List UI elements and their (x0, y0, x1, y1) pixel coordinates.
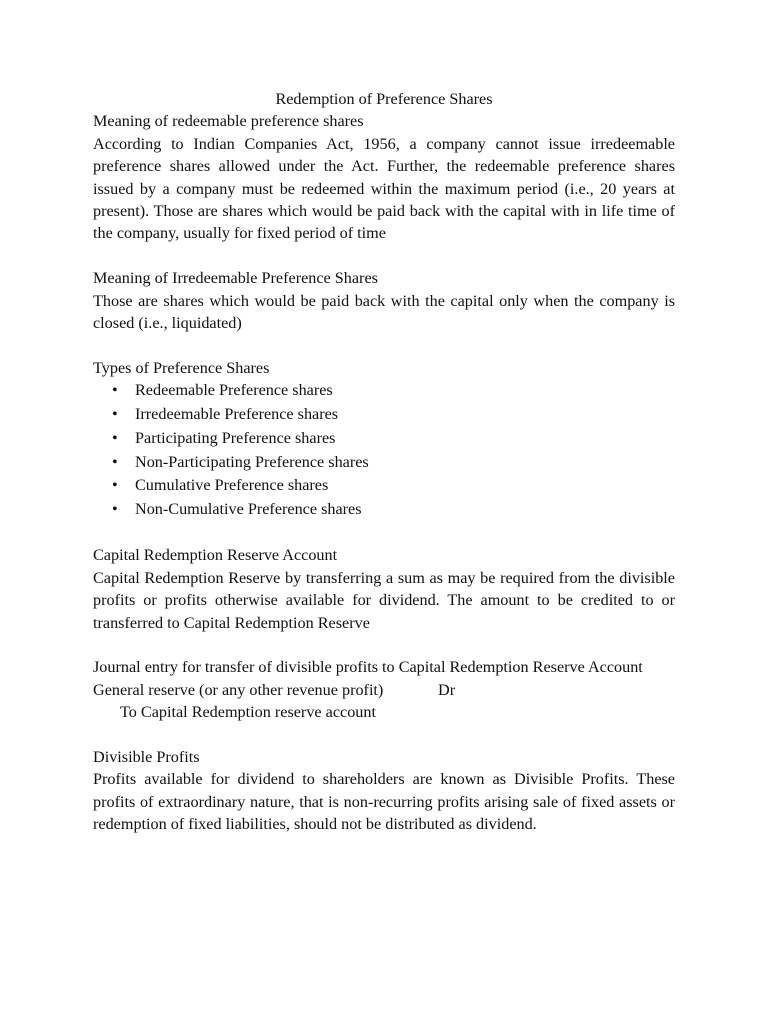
list-item-text: Redeemable Preference shares (135, 381, 333, 400)
list-item (93, 403, 675, 427)
list-item (93, 474, 675, 498)
irredeemable-paragraph: Those are shares which would be paid back with the capital only when the company is closed (i.e., liquidated) (93, 291, 675, 333)
redeemable-heading: Meaning of redeemable preference shares (93, 112, 364, 131)
irredeemable-heading: Meaning of Irredeemable Preference Shares (93, 269, 378, 288)
journal-credit-line: To Capital Redemption reserve account (120, 703, 376, 722)
journal-debit-marker: Dr (438, 680, 456, 699)
journal-heading: Journal entry for transfer of divisible profits to Capital Redemption Reserve Account (93, 658, 643, 677)
document-title: Redemption of Preference Shares (275, 90, 493, 108)
crr-paragraph: Capital Redemption Reserve by transferring a sum as may be required from the divisible profits or profits otherwise available for dividend. The amount to be credited to or transferred to Capital Redemption Reserve (93, 568, 675, 632)
spacer (93, 245, 675, 267)
types-heading: Types of Preference Shares (93, 358, 270, 377)
list-item (93, 379, 675, 403)
spacer (93, 334, 675, 356)
journal-debit-account: General reserve (or any other revenue profit) (93, 680, 384, 699)
journal-debit-line (93, 679, 675, 701)
types-list (93, 379, 675, 522)
list-item (93, 451, 675, 475)
bullet-icon: • (112, 405, 118, 424)
list-item-text: Participating Preference shares (135, 428, 336, 447)
divisible-paragraph: Profits available for dividend to shareholders are known as Divisible Profits. These profits of extraordinary nature, that is non-recurring profits arising sale of fixed assets or redemption of fixed liabilities, should not be distributed as dividend. (93, 770, 675, 834)
spacer (93, 724, 675, 746)
redeemable-paragraph: According to Indian Companies Act, 1956, a company cannot issue irredeemable preference shares allowed under the Act. Further, the redeemable preference shares issued by a company must be redeemed within the maximum period (i.e., 20 years at present). Those are shares which would be paid back with the capital with in life time of the company, usually for fixed period of time (93, 134, 675, 243)
list-item-text: Non-Cumulative Preference shares (135, 500, 362, 519)
list-item-text: Irredeemable Preference shares (135, 405, 339, 424)
bullet-icon: • (112, 476, 118, 495)
crr-heading: Capital Redemption Reserve Account (93, 546, 338, 565)
bullet-icon: • (112, 452, 118, 471)
bullet-icon: • (112, 428, 118, 447)
spacer (93, 522, 675, 544)
bullet-icon: • (112, 381, 118, 400)
list-item-text: Non-Participating Preference shares (135, 452, 369, 471)
document-page (93, 88, 675, 836)
spacer (93, 634, 675, 656)
divisible-heading: Divisible Profits (93, 748, 200, 767)
list-item (93, 427, 675, 451)
list-item-text: Cumulative Preference shares (135, 476, 329, 495)
list-item (93, 498, 675, 522)
bullet-icon: • (112, 500, 118, 519)
